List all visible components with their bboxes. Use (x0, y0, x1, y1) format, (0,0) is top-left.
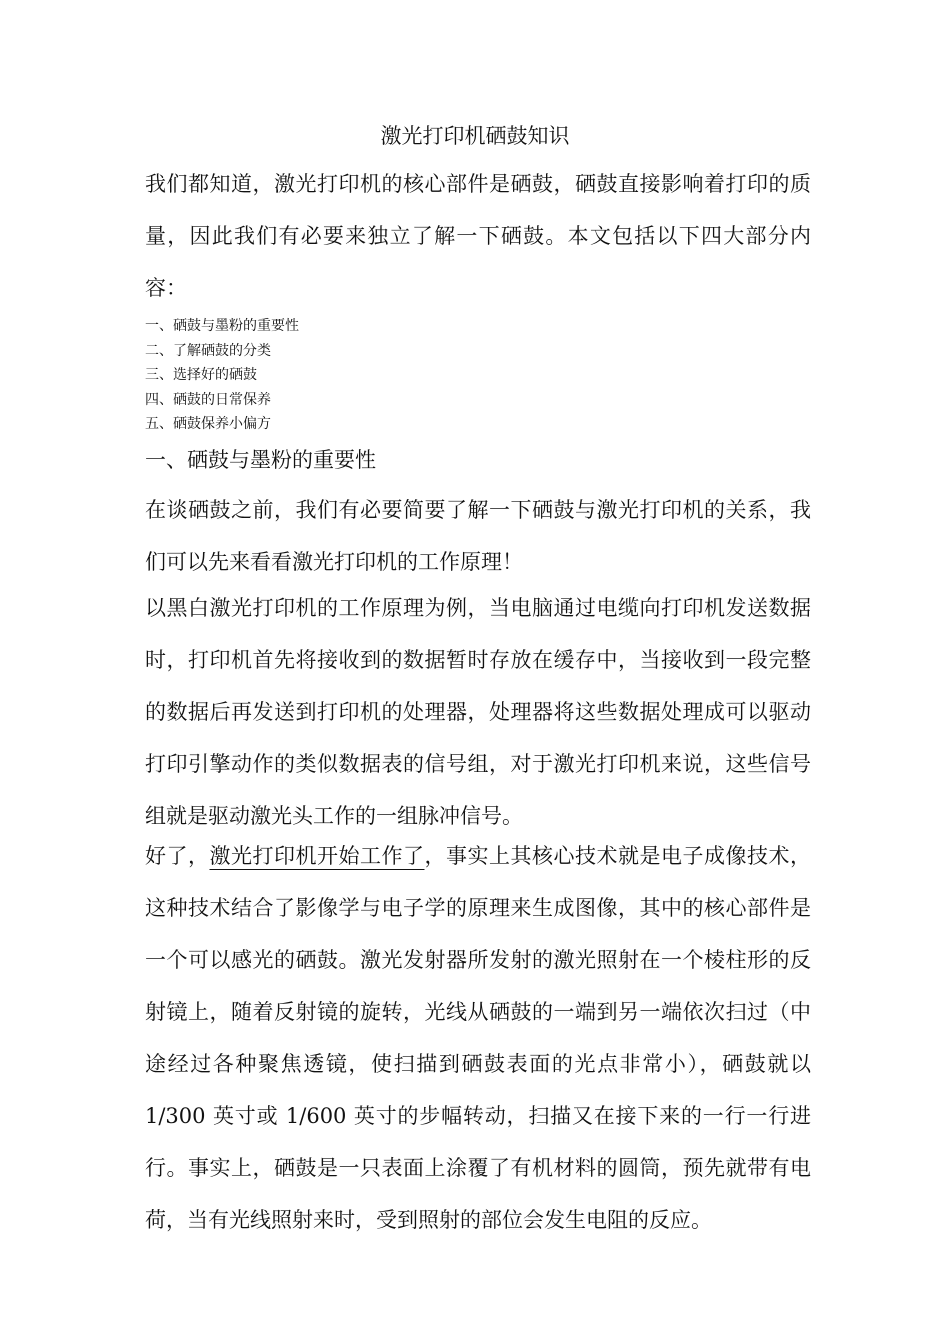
toc-item: 一、硒鼓与墨粉的重要性 (145, 318, 299, 334)
toc-item: 三、选择好的硒鼓 (145, 367, 257, 384)
body-paragraph: 以黑白激光打印机的工作原理为例，当电脑通过电缆向打印机发送数据时，打印机首先将接收到的数据暂时存放在缓存中，当接收到一段完整的数据后再发送到打印机的处理器，处理器将这些数据处理成可以驱动打印引擎动作的类似数据表的信号组，对于激光打印机来说，这些信号组就是驱动激光头工作的一组脉冲信号。 (145, 596, 811, 828)
body-paragraph: 在谈硒鼓之前，我们有必要简要了解一下硒鼓与激光打印机的关系，我们可以先来看看激光打印机的工作原理！ (145, 498, 811, 574)
para-prefix: 好了， (145, 844, 210, 868)
para-text: ，事实上其核心技术就是电子成像技术，这种技术结合了影像学与电子学的原理来生成图像，其中的核心部件是一个可以感光的硒鼓。激光发射器所发射的激光照射在一个棱柱形的反射镜上，随着反射镜的旋转，光线从硒鼓的一端到另一端依次扫过（中途经过各种聚焦透镜，使扫描到硒鼓表面的光点非常小），硒鼓就以 1/300 英寸或 1/600 英寸的步幅转动，扫描又在接下来的一行一行进行。事实上，硒鼓是一只表面上涂覆了有机材料的圆筒，预先就带有电荷，当有光线照射来时，受到照射的部位会发生电阻的反应。 (145, 844, 811, 1232)
section-heading: 一、硒鼓与墨粉的重要性 (145, 448, 376, 472)
intro-paragraph: 我们都知道，激光打印机的核心部件是硒鼓，硒鼓直接影响着打印的质量，因此我们有必要来独立了解一下硒鼓。本文包括以下四大部分内容： (145, 172, 811, 300)
body-paragraph (145, 830, 811, 1246)
table-of-contents (145, 314, 545, 437)
toc-item: 四、硒鼓的日常保养 (145, 391, 271, 408)
document-title: 激光打印机硒鼓知识 (380, 124, 570, 148)
toc-item: 五、硒鼓保养小偏方 (145, 416, 271, 433)
inline-link[interactable]: 激光打印机开始工作了 (209, 844, 425, 868)
toc-item: 二、了解硒鼓的分类 (145, 342, 271, 359)
